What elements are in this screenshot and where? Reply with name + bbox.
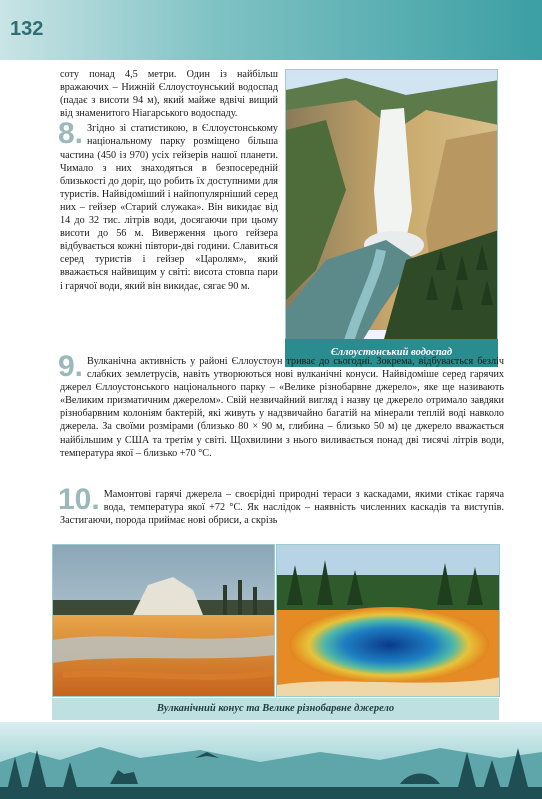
waterfall-caption: Єллоустонський водоспад xyxy=(285,339,498,367)
paragraph-10-text: Мамонтові гарячі джерела – своєрідні природні тераси з каскадами, якими стікає гаряча вода, температура якої +72 °С. Як наслідок – наявність численних каскадів та виступів. Застигаючи, порода приймає нові обриси, а скрізь xyxy=(60,489,504,527)
intro-paragraph: сотy понад 4,5 метри. Один із найбільш вражаючих – Нижній Єллоустоунський водоспад (падає з висоти 94 м), який майже вдвічі вищий від знаменитого Ніагарського водоспаду. xyxy=(60,69,278,120)
volcanic-cone-image xyxy=(53,545,275,697)
paragraph-number-10: 10. xyxy=(58,483,100,516)
bottom-caption: Вулканічний конус та Велике різнобарвне джерело xyxy=(52,698,499,720)
header-band xyxy=(0,0,542,60)
paragraph-number-8: 8. xyxy=(58,117,84,151)
waterfall-image xyxy=(286,70,498,367)
paragraph-9-text: Вулканічна активність у районі Єллоустоун триває до сьогодні. Зокрема, відбувається безліч слабких землетрусів, навіть утворюються нові вулканічні конуси. Найвідоміше серед гарячих джерел Єллоустонського національного парку – «Велике різнобарвне джерело», яке ще називають «Великим призматичним джерелом». Свій незвичайний вигляд і назву це джерело отримало завдяки різнобарвним колоніям бактерій, які живуть у надзвичайно багатій на мінерали теплій воді навколо джерела. За своїми розмірами (близько 80 × 90 м, глибина – близько 50 м) це джерело вважається найбільшим у США та третім у світі. Щохвилини з нього виливається понад дві тисячі літрів води, температура якої – близько +70 °С. xyxy=(60,356,504,459)
grand-prismatic-photo xyxy=(276,544,500,697)
left-column-text xyxy=(60,68,278,293)
paragraph-number-9: 9. xyxy=(58,350,84,383)
volcanic-cone-photo xyxy=(52,544,275,697)
footer-silhouette-band xyxy=(0,722,542,799)
page-number: 132 xyxy=(10,18,44,40)
paragraph-8 xyxy=(58,117,278,292)
paragraph-10 xyxy=(58,483,504,527)
grand-prismatic-image xyxy=(277,545,500,697)
paragraph-8-text: Згідно зі статистикою, в Єллоустонському національному парку розміщено більша частина (450 із 970) усіх гейзерів нашої планети. Чимало з них знаходяться в безпосередній близькості до доріг, що робить їх доступними для туристів. Найвідоміший і найпопулярніший серед них – гейзер «Старий служака». Він викидає від 14 до 32 тис. літрів води, досягаючи при цьому висоти до 56 м. Виверження цього гейзера відбувається кожні півтори-дві години. Славиться серед туристів і гейзер «Царолям», який вважається найвищим у світі: висота стовпа пари і гарячої води, який він викидає, сягає 90 м. xyxy=(60,123,278,292)
forest-silhouette-icon xyxy=(0,722,542,799)
waterfall-photo xyxy=(285,69,498,367)
